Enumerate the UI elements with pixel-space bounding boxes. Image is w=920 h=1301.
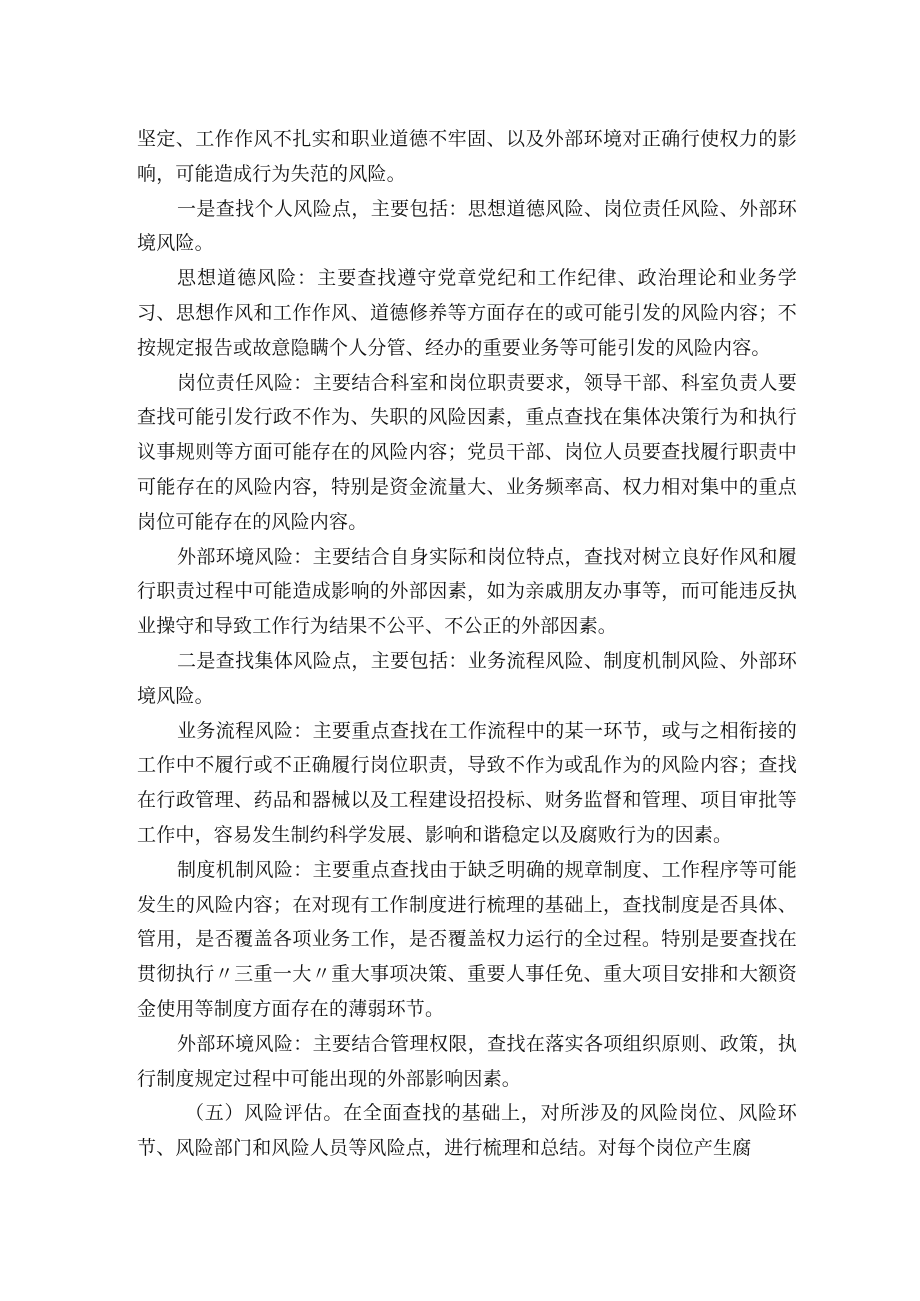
paragraph-post-responsibility-risk: 岗位责任风险：主要结合科室和岗位职责要求，领导干部、科室负责人要查找可能引发行政不作为、失职的风险因素，重点查找在集体决策行为和执行议事规则等方面可能存在的风险内容；党员干部、岗位人员要查找履行职责中可能存在的风险内容，特别是资金流量大、业务频率高、权力相对集中的重点岗位可能存在的风险内容。 [137, 371, 797, 533]
document-body [137, 122, 797, 1166]
paragraph-external-environment-risk: 外部环境风险：主要结合自身实际和岗位特点，查找对树立良好作风和履行职责过程中可能造成影响的外部因素，如为亲戚朋友办事等，而可能违反执业操守和导致工作行为结果不公平、不公正的外部因素。 [137, 545, 797, 638]
paragraph-continuation: 坚定、工作作风不扎实和职业道德不牢固、以及外部环境对正确行使权力的影响，可能造成行为失范的风险。 [137, 128, 797, 185]
paragraph-personal-risk-intro: 一是查找个人风险点，主要包括：思想道德风险、岗位责任风险、外部环境风险。 [137, 197, 797, 255]
paragraph-external-risk-collective: 外部环境风险：主要结合管理权限，查找在落实各项组织原则、政策，执行制度规定过程中可能出现的外部影响因素。 [137, 1032, 797, 1090]
paragraph-business-process-risk: 业务流程风险：主要重点查找在工作流程中的某一环节，或与之相衔接的工作中不履行或不正确履行岗位职责，导致不作为或乱作为的风险内容；查找在行政管理、药品和器械以及工程建设招投标、财务监督和管理、项目审批等工作中，容易发生制约科学发展、影响和谐稳定以及腐败行为的因素。 [137, 719, 797, 846]
paragraph-collective-risk-intro: 二是查找集体风险点，主要包括：业务流程风险、制度机制风险、外部环境风险。 [137, 649, 797, 707]
paragraph-institutional-risk: 制度机制风险：主要重点查找由于缺乏明确的规章制度、工作程序等可能发生的风险内容；在对现有工作制度进行梳理的基础上，查找制度是否具体、管用，是否覆盖各项业务工作，是否覆盖权力运行的全过程。特别是要查找在贯彻执行〃三重一大〃重大事项决策、重要人事任免、重大项目安排和大额资金使用等制度方面存在的薄弱环节。 [137, 858, 797, 1020]
paragraph-ideological-risk: 思想道德风险：主要查找遵守党章党纪和工作纪律、政治理论和业务学习、思想作风和工作作风、道德修养等方面存在的或可能引发的风险内容；不按规定报告或故意隐瞒个人分管、经办的重要业务等可能引发的风险内容。 [137, 267, 797, 359]
paragraph-risk-assessment: （五）风险评估。在全面查找的基础上，对所涉及的风险岗位、风险环节、风险部门和风险人员等风险点，进行梳理和总结。对每个岗位产生腐 [137, 1102, 797, 1160]
